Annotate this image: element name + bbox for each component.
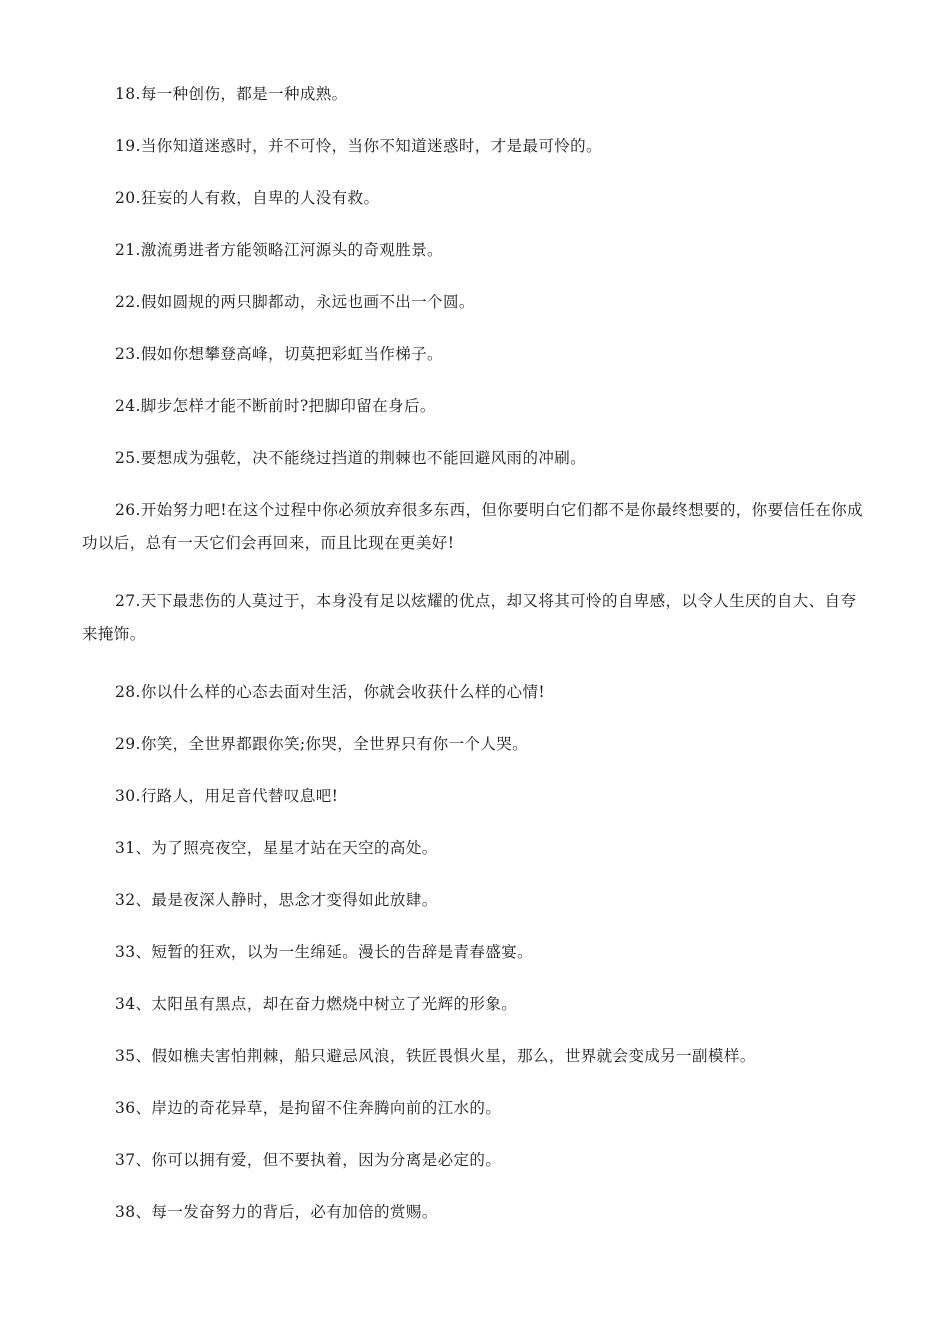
quote-paragraph: 28.你以什么样的心态去面对生活，你就会收获什么样的心情! xyxy=(115,683,545,701)
quote-paragraph: 34、太阳虽有黑点，却在奋力燃烧中树立了光辉的形象。 xyxy=(115,995,518,1013)
quote-paragraph: 24.脚步怎样才能不断前时?把脚印留在身后。 xyxy=(115,397,436,415)
document-body xyxy=(82,78,868,1248)
quote-paragraph: 26.开始努力吧!在这个过程中你必须放弃很多东西，但你要明白它们都不是你最终想要的，你要信任在你成功以后，总有一天它们会再回来，而且比现在更美好! xyxy=(82,501,863,552)
quote-paragraph: 22.假如圆规的两只脚都动，永远也画不出一个圆。 xyxy=(115,293,475,311)
quote-paragraph: 33、短暂的狂欢，以为一生绵延。漫长的告辞是青春盛宴。 xyxy=(115,943,534,961)
quote-paragraph: 35、假如樵夫害怕荆棘，船只避忌风浪，铁匠畏惧火星，那么，世界就会变成另一副模样。 xyxy=(115,1047,756,1065)
quote-paragraph: 31、为了照亮夜空，星星才站在天空的高处。 xyxy=(115,839,438,857)
quote-paragraph: 32、最是夜深人静时，思念才变得如此放肆。 xyxy=(115,891,438,909)
quote-paragraph: 27.天下最悲伤的人莫过于，本身没有足以炫耀的优点，却又将其可怜的自卑感，以令人生厌的自大、自夸来掩饰。 xyxy=(82,592,857,643)
quote-paragraph: 19.当你知道迷惑时，并不可怜，当你不知道迷惑时，才是最可怜的。 xyxy=(115,137,602,155)
quote-paragraph: 23.假如你想攀登高峰，切莫把彩虹当作梯子。 xyxy=(115,345,443,363)
quote-paragraph: 25.要想成为强乾，决不能绕过挡道的荆棘也不能回避风雨的冲刷。 xyxy=(115,449,587,467)
quote-paragraph: 37、你可以拥有爱，但不要执着，因为分离是必定的。 xyxy=(115,1151,502,1169)
quote-paragraph: 36、岸边的奇花异草，是拘留不住奔腾向前的江水的。 xyxy=(115,1099,502,1117)
quote-paragraph: 29.你笑，全世界都跟你笑;你哭，全世界只有你一个人哭。 xyxy=(115,735,529,753)
quote-paragraph: 30.行路人，用足音代替叹息吧! xyxy=(115,787,339,805)
quote-paragraph: 38、每一发奋努力的背后，必有加倍的赏赐。 xyxy=(115,1203,438,1221)
quote-paragraph: 20.狂妄的人有救，自卑的人没有救。 xyxy=(115,189,380,207)
quote-paragraph: 21.激流勇进者方能领略江河源头的奇观胜景。 xyxy=(115,241,443,259)
quote-paragraph: 18.每一种创伤，都是一种成熟。 xyxy=(115,85,348,103)
